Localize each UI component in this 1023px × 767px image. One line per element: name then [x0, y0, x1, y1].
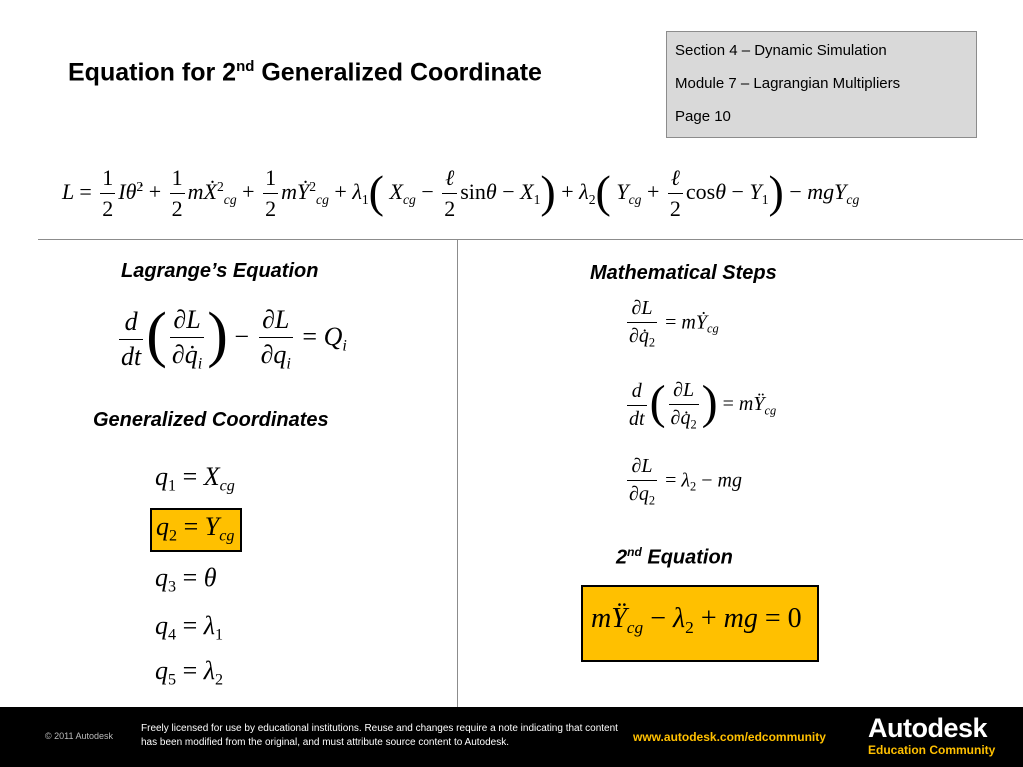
- copyright-text: © 2011 Autodesk: [45, 731, 114, 741]
- second-equation-heading: 2nd Equation: [616, 545, 733, 569]
- community-link[interactable]: www.autodesk.com/edcommunity: [633, 730, 826, 744]
- gen-coord-3: $q_3 = \theta$: [155, 563, 217, 596]
- gen-coord-5: $q_5 = \lambda_2$: [155, 656, 224, 689]
- horizontal-divider: [38, 239, 1023, 240]
- page-title: Equation for 2nd Generalized Coordinate: [68, 58, 542, 87]
- lagrange-heading: Lagrange’s Equation: [121, 260, 319, 282]
- autodesk-logo: Autodesk: [868, 713, 988, 743]
- vertical-divider: [457, 240, 458, 708]
- generalized-coordinates-heading: Generalized Coordinates: [93, 409, 329, 431]
- step-1-equation: $\frac{\partial L}{\partial q̇_2}$ = $mẎ_{cg}$: [629, 297, 719, 350]
- gen-coord-2-highlighted: $q_2 = Y_{cg}$: [150, 508, 242, 552]
- gen-coord-4: $q_4 = \lambda_1$: [155, 611, 224, 644]
- lagrange-equation: $\frac{d}{dt}$ ( $\frac{\partial L}{\partial q̇_i}$ ) − $\frac{\partial L}{\partial q_i}$ = $Q_i$: [121, 301, 347, 373]
- step-2-equation: $\frac{d}{dt}$ ( $\frac{\partial L}{\partial q̇_2}$ ) = $mŸ_{cg}$: [629, 376, 777, 432]
- section-label: Section 4 – Dynamic Simulation: [675, 42, 887, 59]
- gen-coord-1: $q_1 = X_{cg}$: [155, 462, 235, 495]
- license-text: Freely licensed for use by educational institutions. Reuse and changes require a note indicating that content has been modified from the original, and must attribute source content to Autodesk.: [141, 723, 618, 748]
- second-equation-box: $mŸ_{cg} - \lambda_2$ + mg = 0: [581, 585, 819, 662]
- info-box: [666, 31, 977, 138]
- mathematical-steps-heading: Mathematical Steps: [590, 262, 777, 284]
- education-community-label: Education Community: [868, 743, 996, 757]
- lagrangian-equation: L = $\frac{1}{2}$ Iθ̇$^2$ + $\frac{1}{2}$ mẊ$^2_{cg}$ + $\frac{1}{2}$ mẎ$^2_{cg}$ + $\lambda_1$( $X_{cg}$ − $\frac{\text{ℓ}}{2}$ $\sin\theta - X_1) + \lambda_2$( $Y_{cg}$ + $\frac{\text{ℓ}}{2}$ $\cos\theta - Y_1) - mgY_{cg}$: [62, 165, 860, 222]
- page-label: Page 10: [675, 108, 731, 125]
- module-label: Module 7 – Lagrangian Multipliers: [675, 75, 901, 92]
- step-3-equation: $\frac{\partial L}{\partial q_2}$ = $\lambda_2$ − mg: [629, 455, 742, 508]
